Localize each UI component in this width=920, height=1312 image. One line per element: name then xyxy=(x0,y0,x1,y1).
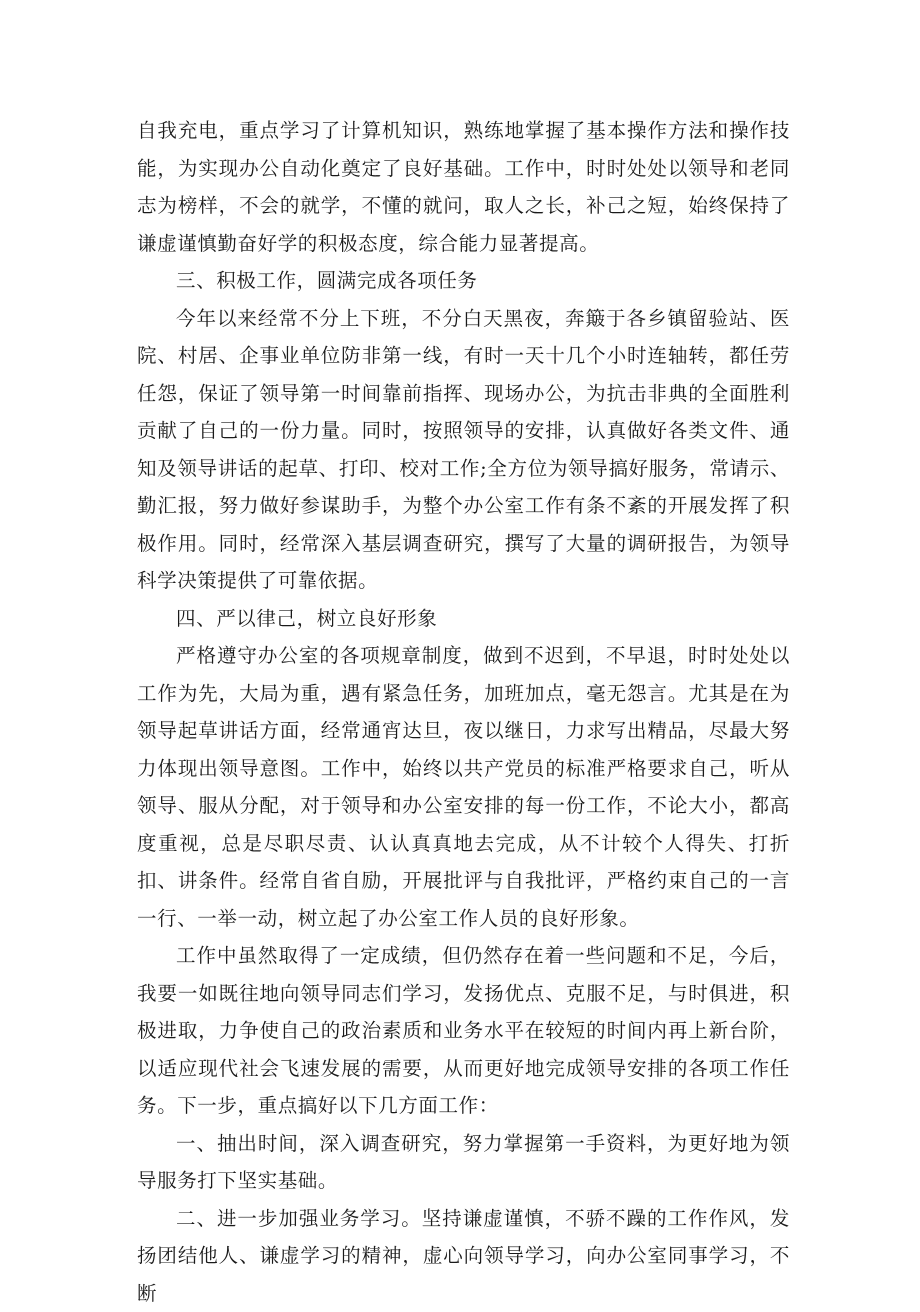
paragraph-section-three: 今年以来经常不分上下班，不分白天黑夜，奔簸于各乡镇留验站、医院、村居、企事业单位防非第一线，有时一天十几个小时连轴转，都任劳任怨，保证了领导第一时间靠前指挥、现场办公，为抗击非典的全面胜利贡献了自己的一份力量。同时，按照领导的安排，认真做好各类文件、通知及领导讲话的起草、打印、校对工作;全方位为领导搞好服务，常请示、勤汇报，努力做好参谋助手，为整个办公室工作有条不紊的开展发挥了积极作用。同时，经常深入基层调查研究，撰写了大量的调研报告，为领导科学决策提供了可靠依据。 xyxy=(137,300,790,600)
paragraph-summary: 工作中虽然取得了一定成绩，但仍然存在着一些问题和不足，今后，我要一如既往地向领导同志们学习，发扬优点、克服不足，与时俱进，积极进取，力争使自己的政治素质和业务水平在较短的时间内再上新台阶，以适应现代社会飞速发展的需要，从而更好地完成领导安排的各项工作任务。下一步，重点搞好以下几方面工作： xyxy=(137,937,790,1125)
paragraph-continuation: 自我充电，重点学习了计算机知识，熟练地掌握了基本操作方法和操作技能，为实现办公自动化奠定了良好基础。工作中，时时处处以领导和老同志为榜样，不会的就学，不懂的就问，取人之长，补己之短，始终保持了谦虚谨慎勤奋好学的积极态度，综合能力显著提高。 xyxy=(137,112,790,262)
paragraph-plan-one: 一、抽出时间，深入调查研究，努力掌握第一手资料，为更好地为领导服务打下坚实基础。 xyxy=(137,1125,790,1200)
section-heading-three: 三、积极工作，圆满完成各项任务 xyxy=(137,262,790,300)
section-heading-four: 四、严以律己，树立良好形象 xyxy=(137,600,790,638)
paragraph-plan-two: 二、进一步加强业务学习。坚持谦虚谨慎，不骄不躁的工作作风，发扬团结他人、谦虚学习的精神，虚心向领导学习，向办公室同事学习，不断 xyxy=(137,1200,790,1312)
paragraph-section-four: 严格遵守办公室的各项规章制度，做到不迟到，不早退，时时处处以工作为先，大局为重，遇有紧急任务，加班加点，毫无怨言。尤其是在为领导起草讲话方面，经常通宵达旦，夜以继日，力求写出精品，尽最大努力体现出领导意图。工作中，始终以共产党员的标准严格要求自己，听从领导、服从分配，对于领导和办公室安排的每一份工作，不论大小，都高度重视，总是尽职尽责、认认真真地去完成，从不计较个人得失、打折扣、讲条件。经常自省自励，开展批评与自我批评，严格约束自己的一言一行、一举一动，树立起了办公室工作人员的良好形象。 xyxy=(137,637,790,937)
